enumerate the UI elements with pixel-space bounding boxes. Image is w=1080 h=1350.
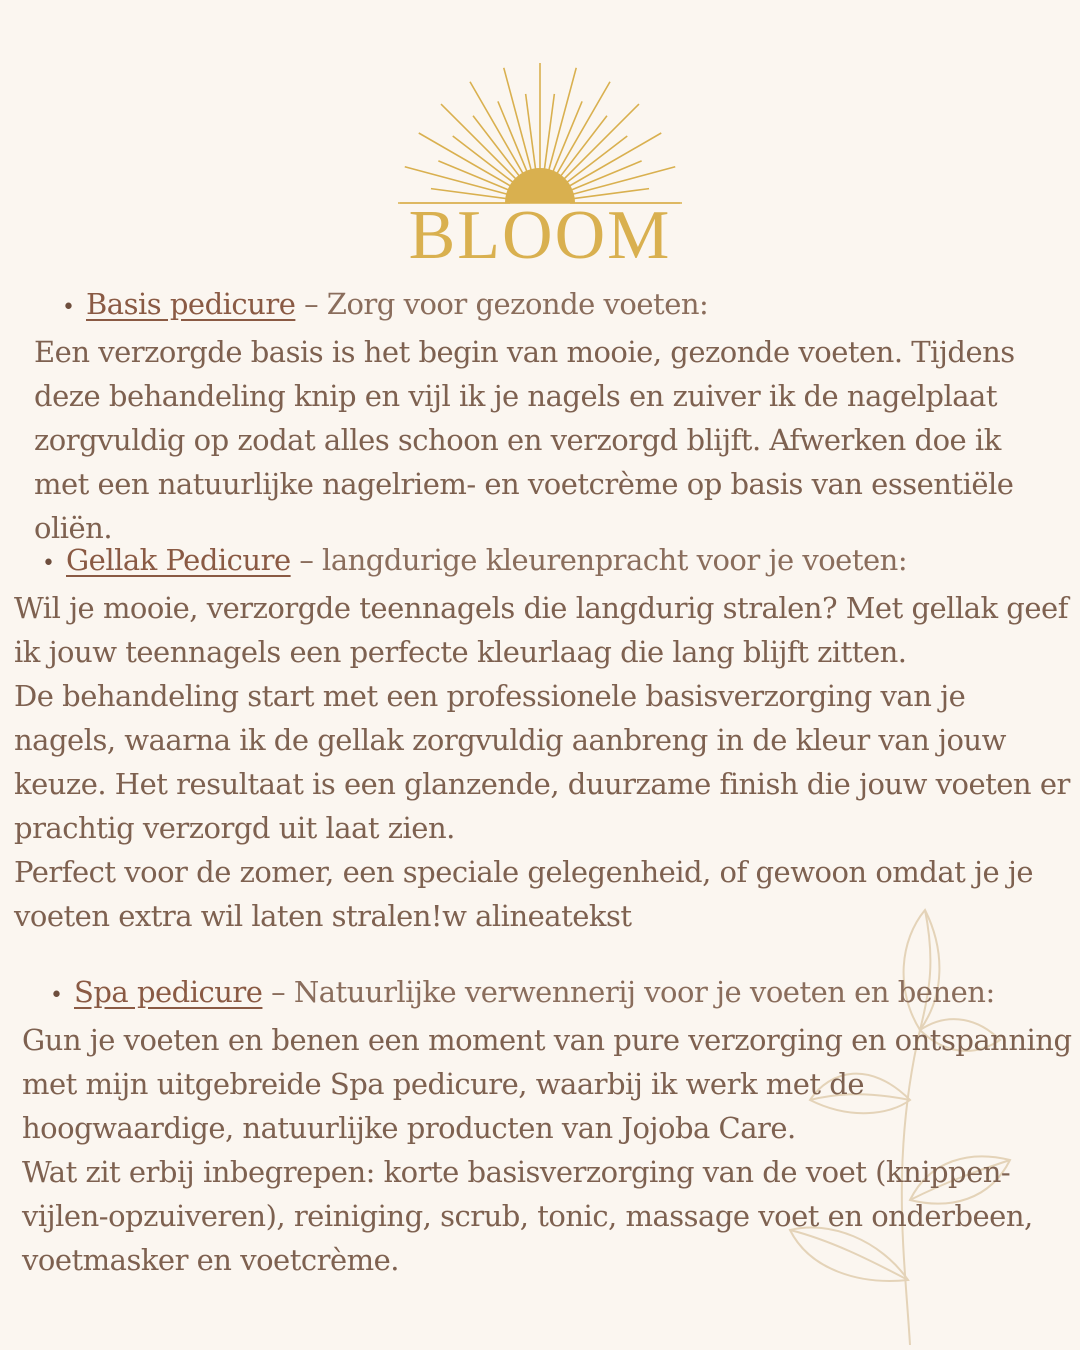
service-title: Gellak Pedicure [66, 543, 291, 577]
service-title: Spa pedicure [74, 975, 263, 1009]
sun-ray [526, 94, 536, 173]
service-heading [62, 282, 1052, 330]
sunburst-icon [395, 58, 685, 208]
sun-ray [441, 104, 519, 182]
service-description: Wil je mooie, verzorgde teennagels die langdurig stralen? Met gellak geef ik jouw teennagels een perfecte kleurlaag die lang blijft zitten. [14, 591, 1068, 669]
brand-name: BLOOM [408, 197, 672, 274]
bullet-icon: • [62, 295, 75, 320]
logo [0, 0, 1080, 280]
service-tagline: – Zorg voor gezonde voeten: [295, 287, 709, 321]
bullet-icon: • [50, 983, 63, 1008]
sun-ray [419, 133, 514, 188]
service-tagline: – langdurige kleurenpracht voor je voeten: [290, 543, 908, 577]
service-heading [42, 538, 1072, 586]
service-spa-pedicure [22, 970, 1075, 1282]
service-title: Basis pedicure [86, 287, 296, 321]
service-tagline: – Natuurlijke verwennerij voor je voeten en benen: [262, 975, 995, 1009]
sun-ray [544, 94, 554, 173]
sun-ray [561, 104, 639, 182]
sun-ray [569, 167, 675, 195]
sun-ray [566, 133, 661, 188]
service-description: Wat zit erbij inbegrepen: korte basisverzorging van de voet (knippen-vijlen-opzuiveren), reiniging, scrub, tonic, massage voet en onderbeen, voetmasker en voetcrème. [22, 1155, 1033, 1277]
bullet-icon: • [42, 551, 55, 576]
service-description: Perfect voor de zomer, een speciale gelegenheid, of gewoon omdat je je voeten extra wil laten stralen!w alineatekst [14, 855, 1034, 933]
service-description: Gun je voeten en benen een moment van pure verzorging en ontspanning met mijn uitgebreide Spa pedicure, waarbij ik werk met de hoogwaardige, natuurlijke producten van Jojoba Care. [22, 1023, 1072, 1145]
service-description: Een verzorgde basis is het begin van mooie, gezonde voeten. Tijdens deze behandeling knip en vijl ik je nagels en zuiver ik de nagelplaat zorgvuldig op zodat alles schoon en verzorgd blijft. Afwerken doe ik met een natuurlijke nagelriem- en voetcrème op basis van essentiële oliën. [34, 335, 1015, 545]
service-gellak-pedicure [14, 538, 1072, 938]
service-heading [50, 970, 1075, 1018]
sun-ray [470, 82, 525, 177]
sun-ray [548, 68, 576, 174]
sun-ray [504, 68, 532, 174]
sun-ray [405, 167, 511, 195]
sun-ray [555, 82, 610, 177]
service-description: De behandeling start met een professionele basisverzorging van je nagels, waarna ik de gellak zorgvuldig aanbreng in de kleur van jouw keuze. Het resultaat is een glanzende, duurzame finish die jouw voeten er prachtig verzorgd uit laat zien. [14, 679, 1070, 845]
service-basis-pedicure [34, 282, 1052, 550]
